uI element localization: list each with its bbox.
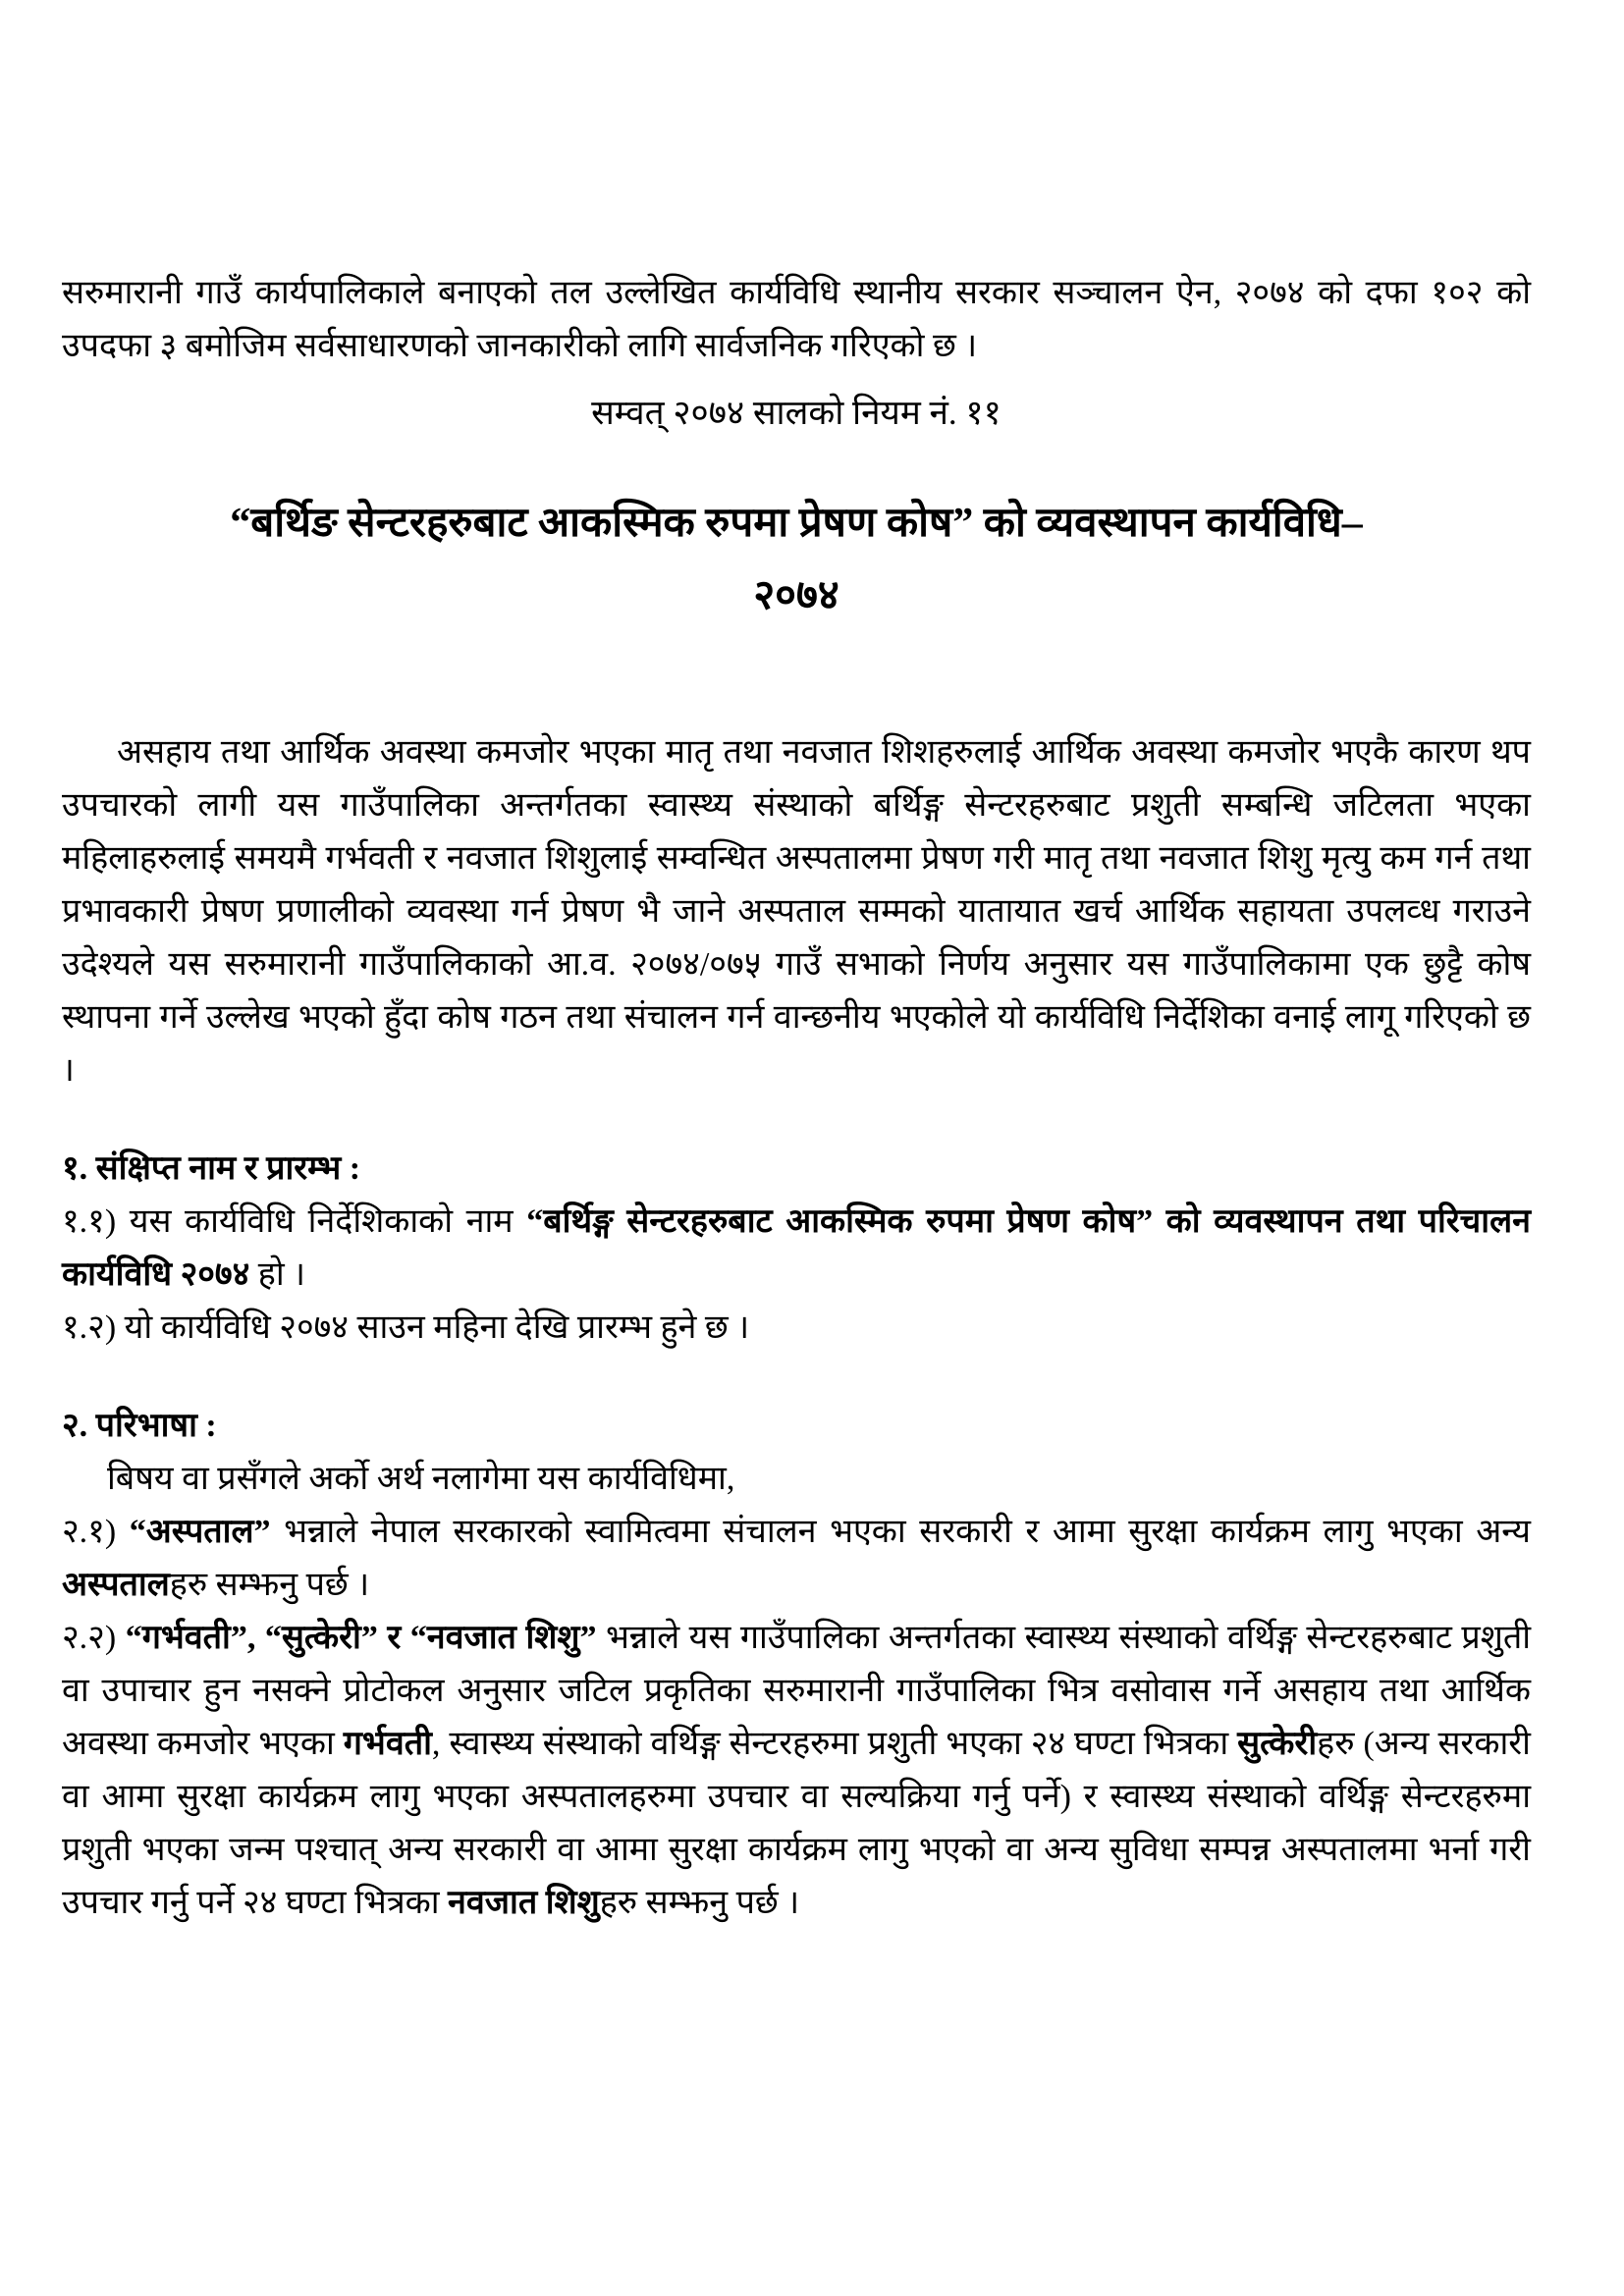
document-title-line1: “बर्थिङ सेन्टरहरुबाट आकस्मिक रुपमा प्रेषण कोष” को व्यवस्थापन कार्यविधि– <box>230 501 1363 546</box>
document-title-line2: २०७४ <box>753 573 839 618</box>
section-2-intro: बिषय वा प्रसँगले अर्को अर्थ नलागेमा यस कार्यविधिमा, <box>107 1461 735 1497</box>
public-notice-paragraph: सरुमारानी गाउँ कार्यपालिकाले बनाएको तल उल्लेखित कार्यविधि स्थानीय सरकार सञ्चालन ऐन, २०७४ को दफा १०२ को उपदफा ३ बमोजिम सर्वसाधारणको जानकारीको लागि सार्वजनिक गरिएको छ । <box>62 275 1531 364</box>
clause-1-1: १.१) यस कार्यविधि निर्देशिकाको नाम “बर्थिङ्ग सेन्टरहरुबाट आकस्मिक रुपमा प्रेषण कोष” को व्यवस्थापन तथा परिचालन कार्यविधि २०७४ हो । <box>62 1203 1531 1293</box>
section-2 <box>62 1400 1531 1930</box>
preamble-paragraph: असहाय तथा आर्थिक अवस्था कमजोर भएका मातृ तथा नवजात शिशहरुलाई आर्थिक अवस्था कमजोर भएकै कारण थप उपचारको लागी यस गाउँपालिका अन्तर्गतका स्वास्थ्य संस्थाको बर्थिङ्ग सेन्टरहरुबाट प्रशुती सम्बन्धि जटिलता भएका महिलाहरुलाई समयमै गर्भवती र नवजात शिशुलाई सम्वन्धित अस्पतालमा प्रेषण गरी मातृ तथा नवजात शिशु मृत्यु कम गर्न तथा प्रभावकारी प्रेषण प्रणालीको व्यवस्था गर्न प्रेषण भै जाने अस्पताल सम्मको यातायात खर्च आर्थिक सहायता उपलव्ध गराउने उदेश्यले यस सरुमारानी गाउँपालिकाको आ.व. २०७४/०७५ गाउँ सभाको निर्णय अनुसार यस गाउँपालिकामा एक छुट्टै कोष स्थापना गर्ने उल्लेख भएको हुँदा कोष गठन तथा संचालन गर्न वान्छनीय भएकोले यो कार्यविधि निर्देशिका वनाई लागू गरिएको छ । <box>62 734 1531 1089</box>
document-title <box>62 487 1531 632</box>
clause-2-1: २.१) “अस्पताल” भन्नाले नेपाल सरकारको स्वामित्वमा संचालन भएका सरकारी र आमा सुरक्षा कार्यक्रम लागु भएका अन्य अस्पतालहरु सम्झनु पर्छ । <box>62 1514 1531 1603</box>
section-1-heading: १. संक्षिप्त नाम र प्रारम्भ : <box>62 1150 361 1187</box>
clause-1-2: १.२) यो कार्यविधि २०७४ साउन महिना देखि प्रारम्भ हुने छ । <box>62 1309 750 1346</box>
section-1 <box>62 1143 1531 1355</box>
rule-number-line: सम्वत् २०७४ सालको नियम नं. ११ <box>591 394 1001 432</box>
clause-2-2: २.२) “गर्भवती”, “सुत्केरी” र “नवजात शिशु” भन्नाले यस गाउँपालिका अन्तर्गतका स्वास्थ्य संस्थाको वर्थिङ्ग सेन्टरहरुबाट प्रशुती वा उपाचार हुन नसक्ने प्रोटोकल अनुसार जटिल प्रकृतिका सरुमारानी गाउँपालिका भित्र वसोवास गर्ने असहाय तथा आर्थिक अवस्था कमजोर भएका गर्भवती, स्वास्थ्य संस्थाको वर्थिङ्ग सेन्टरहरुमा प्रशुती भएका २४ घण्टा भित्रका सुत्केरीहरु (अन्य सरकारी वा आमा सुरक्षा कार्यक्रम लागु भएका अस्पतालहरुमा उपचार वा सल्यक्रिया गर्नु पर्ने) र स्वास्थ्य संस्थाको वर्थिङ्ग सेन्टरहरुमा प्रशुती भएका जन्म पश्चात् अन्य सरकारी वा आमा सुरक्षा कार्यक्रम लागु भएको वा अन्य सुविधा सम्पन्न अस्पतालमा भर्ना गरी उपचार गर्नु पर्ने २४ घण्टा भित्रका नवजात शिशुहरु सम्झनु पर्छ । <box>62 1620 1532 1921</box>
section-2-heading: २. परिभाषा : <box>62 1408 217 1444</box>
